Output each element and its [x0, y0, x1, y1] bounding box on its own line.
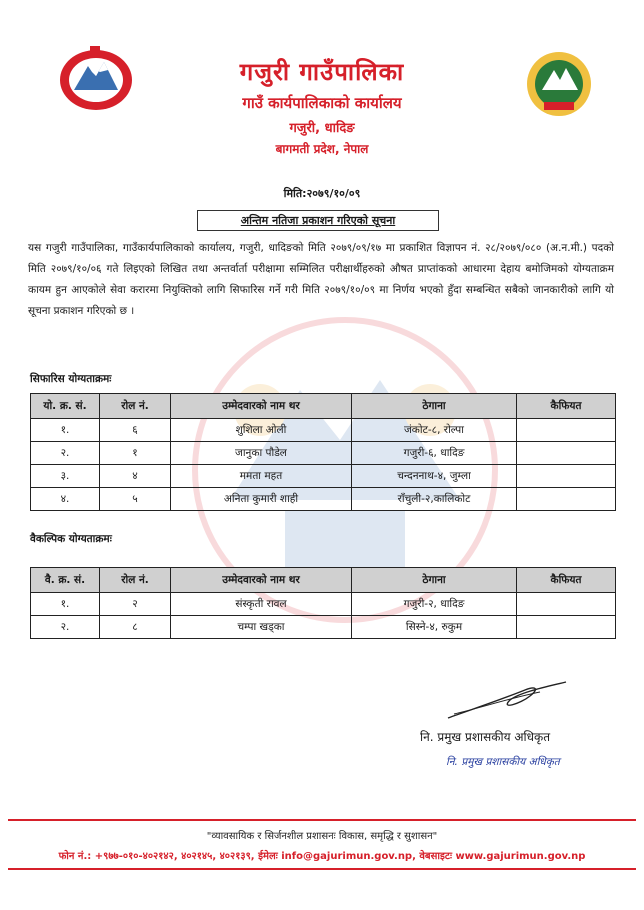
alternate-list-label: वैकल्पिक योग्यताक्रमः — [30, 533, 112, 545]
province-name: बागमती प्रदेश, नेपाल — [275, 142, 369, 156]
serial-cell: २. — [31, 616, 100, 639]
address-cell: जंकोट-८, रोल्पा — [352, 419, 517, 442]
municipality-title: गजुरी गाउँपालिका — [239, 58, 405, 86]
roll-cell: २ — [100, 593, 171, 616]
nepal-emblem-icon — [522, 50, 596, 118]
column-header: उम्मेदवारको नाम थर — [171, 568, 352, 593]
footer-contact: फोन नं.: +९७७-०१०-४०२१४२, ४०२१४५, ४०२१३९, ईमेलः info@gajurimun.gov.np, वेबसाइटः www.gajurimun.gov.np — [58, 851, 586, 862]
column-header: ठेगाना — [352, 568, 517, 593]
remarks-cell — [517, 593, 616, 616]
address-cell: राँचुली-२,कालिकोट — [352, 488, 517, 511]
notice-date: मिति:२०७९/१०/०९ — [283, 187, 361, 200]
name-cell: शुशिला ओली — [171, 419, 352, 442]
serial-cell: १. — [31, 593, 100, 616]
roll-cell: ५ — [100, 488, 171, 511]
address-cell: गजुरी-६, धादिङ — [352, 442, 517, 465]
column-header: वै. क्र. सं. — [31, 568, 100, 593]
roll-cell: ४ — [100, 465, 171, 488]
remarks-cell — [517, 465, 616, 488]
remarks-cell — [517, 616, 616, 639]
footer-slogan: "व्यावसायिक र सिर्जनशील प्रशासनः विकास, समृद्धि र सुशासन" — [206, 831, 438, 842]
alternate-list-table — [30, 567, 616, 639]
table-row — [31, 616, 616, 639]
name-cell: संस्कृती रावल — [171, 593, 352, 616]
table-header-row — [31, 394, 616, 419]
name-cell: अनिता कुमारी शाही — [171, 488, 352, 511]
table-row — [31, 593, 616, 616]
column-header: ठेगाना — [352, 394, 517, 419]
merit-list-label: सिफारिस योग्यताक्रमः — [30, 373, 112, 385]
column-header: कैफियत — [517, 394, 616, 419]
table-row — [31, 465, 616, 488]
office-address: गजुरी, धादिङ — [289, 121, 355, 136]
merit-list-table — [30, 393, 616, 511]
address-cell: गजुरी-२, धादिङ — [352, 593, 517, 616]
signatory-title: नि. प्रमुख प्रशासकीय अधिकृत — [420, 730, 551, 744]
remarks-cell — [517, 488, 616, 511]
footer-divider — [8, 868, 636, 870]
table-row — [31, 442, 616, 465]
column-header: रोल नं. — [100, 394, 171, 419]
notice-body: यस गजुरी गाउँपालिका, गाउँकार्यपालिकाको कार्यालय, गजुरी, धादिङको मिति २०७९/०९/१७ मा प्रकाशित विज्ञापन नं. २८/२०७९/०८० (अ.न.मी.) पदको मिति २०७९/१०/०६ गते लिइएको लिखित तथा अन्तर्वार्ता परीक्षामा सम्मिलित परीक्षार्थीहरुको औषत प्राप्तांकको आधारमा देहाय बमोजिमको योग्यताक्रम कायम हुन आएकोले सेवा करारमा नियुक्तिको लागि सिफारिस गर्ने गरी मिति २०७९/१०/०९ मा निर्णय भएको हुँदा सम्बन्धित सबैको जानकारीको लागि यो सूचना प्रकाशन गरिएको छ । — [28, 242, 614, 317]
name-cell: जानुका पौडेल — [171, 442, 352, 465]
serial-cell: १. — [31, 419, 100, 442]
address-cell: सिस्ने-४, रुकुम — [352, 616, 517, 639]
address-cell: चन्दननाथ-४, जुम्ला — [352, 465, 517, 488]
name-cell: ममता महत — [171, 465, 352, 488]
serial-cell: २. — [31, 442, 100, 465]
roll-cell: १ — [100, 442, 171, 465]
remarks-cell — [517, 442, 616, 465]
table-header-row — [31, 568, 616, 593]
table-row — [31, 488, 616, 511]
roll-cell: ८ — [100, 616, 171, 639]
serial-cell: ३. — [31, 465, 100, 488]
serial-cell: ४. — [31, 488, 100, 511]
column-header: उम्मेदवारको नाम थर — [171, 394, 352, 419]
office-name: गाउँ कार्यपालिकाको कार्यालय — [242, 94, 402, 112]
roll-cell: ६ — [100, 419, 171, 442]
notice-title: अन्तिम नतिजा प्रकाशन गरिएको सूचना — [197, 210, 439, 231]
footer-divider — [8, 819, 636, 821]
column-header: यो. क्र. सं. — [31, 394, 100, 419]
official-stamp: नि. प्रमुख प्रशासकीय अधिकृत — [446, 756, 560, 768]
letterhead — [0, 0, 644, 170]
handwritten-signature — [440, 680, 570, 724]
remarks-cell — [517, 419, 616, 442]
column-header: कैफियत — [517, 568, 616, 593]
name-cell: चम्पा खड्का — [171, 616, 352, 639]
table-row — [31, 419, 616, 442]
column-header: रोल नं. — [100, 568, 171, 593]
